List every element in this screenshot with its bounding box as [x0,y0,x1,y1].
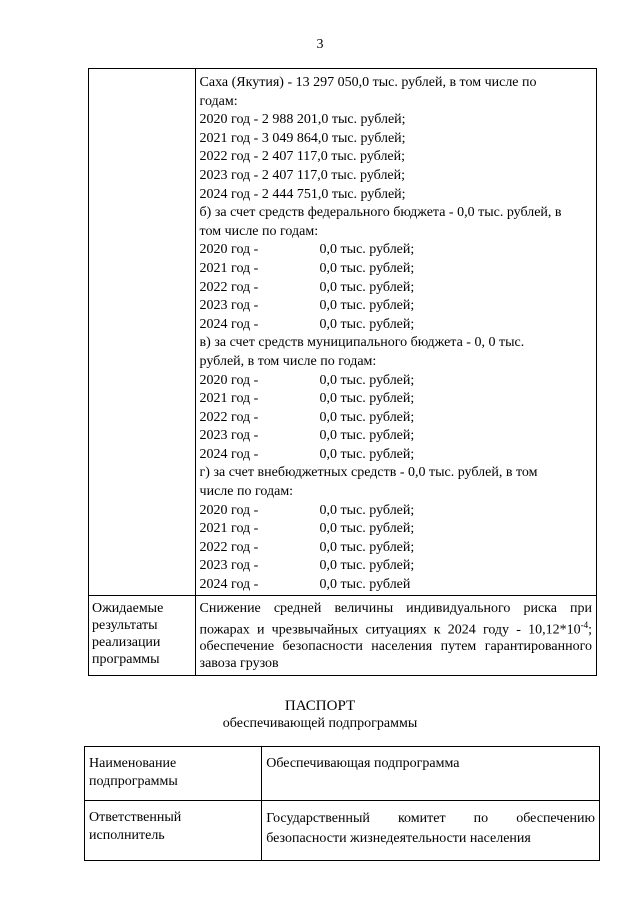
funding-amount: 0,0 тыс. рублей; [319,409,415,425]
results-text [196,596,596,676]
funding-amount: 0,0 тыс. рублей; [319,539,415,555]
passport-subtitle: обеспечивающей подпрограммы [222,716,418,731]
results-text-pre: Снижение средней величины индивидуального риска при пожарах и чрезвычайных ситуациях к 2024 году - 10,12*10 [199,600,592,638]
funding-year: 2022 год - [199,409,259,425]
funding-line [200,520,592,539]
funding-line [200,539,592,558]
funding-amount: 0,0 тыс. рублей; [319,316,415,332]
funding-line: годам: [199,93,238,109]
funding-amount: 0,0 тыс. рублей; [319,391,415,407]
subprogram-label-cell [85,747,262,801]
passport-title: ПАСПОРТ [284,698,356,714]
subprogram-name-value: Обеспечивающая подпрограмма [266,756,460,771]
funding-amount: 0,0 тыс. рублей [319,577,411,593]
funding-line: б) за счет средств федерального бюджета - 0,0 тыс. рублей, в [199,205,562,221]
funding-table [88,68,597,676]
funding-year: 2020 год - [199,242,259,258]
funding-lines [196,69,596,595]
funding-line: рублей, в том числе по годам: [199,353,377,369]
funding-year: 2023 год - [199,428,259,444]
responsible-executor-value: Государственный комитет по обеспечению безопасности жизнедеятельности населения [266,811,595,846]
subprogram-row [85,747,600,801]
funding-row [89,69,597,596]
subprogram-value-cell [262,801,600,861]
funding-amount: 0,0 тыс. рублей; [319,279,415,295]
funding-year: 2022 год - [199,539,259,555]
funding-line [200,279,592,298]
responsible-executor-label: Ответственный исполнитель [89,810,182,843]
funding-year: 2024 год - [199,577,259,593]
results-row [89,595,597,676]
funding-year: 2020 год - [199,502,259,518]
funding-line [200,260,592,279]
funding-amount: 0,0 тыс. рублей; [319,521,415,537]
funding-line: числе по годам: [199,484,294,500]
funding-amount: 0,0 тыс. рублей; [319,298,415,314]
funding-line [200,372,592,391]
funding-line [200,576,592,595]
funding-year: 2021 год - [199,260,259,276]
funding-line: 2023 год - 2 407 117,0 тыс. рублей; [199,167,406,183]
results-cell [195,595,596,676]
funding-line [200,316,592,335]
funding-cell [195,69,596,596]
funding-line: 2021 год - 3 049 864,0 тыс. рублей; [199,130,406,146]
funding-line [200,427,592,446]
funding-year: 2024 год - [199,446,259,462]
funding-year: 2023 год - [199,298,259,314]
subprogram-table [84,746,600,861]
funding-amount: 0,0 тыс. рублей; [319,446,415,462]
funding-year: 2021 год - [199,391,259,407]
funding-line: Саха (Якутия) - 13 297 050,0 тыс. рублей, в том числе по [199,75,537,90]
funding-line [200,409,592,428]
funding-line: 2024 год - 2 444 751,0 тыс. рублей; [199,186,406,202]
funding-line [200,241,592,260]
funding-line: г) за счет внебюджетных средств - 0,0 тыс. рублей, в том [199,465,538,481]
funding-amount: 0,0 тыс. рублей; [319,502,415,518]
subprogram-label-cell [85,801,262,861]
funding-line [200,502,592,521]
results-text-post: ; обеспечение безопасности населения путем гарантированного завоза грузов [199,622,592,672]
funding-line: в) за счет средств муниципального бюджета - 0, 0 тыс. [199,335,525,351]
funding-year: 2022 год - [199,279,259,295]
funding-amount: 0,0 тыс. рублей; [319,260,415,276]
funding-line: 2020 год - 2 988 201,0 тыс. рублей; [199,112,406,128]
results-label-cell [89,595,196,676]
funding-year: 2024 год - [199,316,259,332]
funding-line: 2022 год - 2 407 117,0 тыс. рублей; [199,149,406,165]
subprogram-row [85,801,600,861]
funding-line [200,390,592,409]
funding-year: 2023 год - [199,558,259,574]
funding-year: 2021 год - [199,521,259,537]
page-number: 3 [316,37,324,52]
funding-label-cell [89,69,196,596]
results-exponent: -4 [580,619,589,630]
funding-year: 2020 год - [199,372,259,388]
subprogram-name-label: Наименование подпрограммы [89,756,178,789]
funding-amount: 0,0 тыс. рублей; [319,558,415,574]
funding-line [200,297,592,316]
results-label: Ожидаемые результаты реализации программы [92,600,164,667]
subprogram-value-cell [262,747,600,801]
funding-amount: 0,0 тыс. рублей; [319,242,415,258]
funding-line [200,446,592,465]
funding-amount: 0,0 тыс. рублей; [319,372,415,388]
funding-line [200,557,592,576]
funding-amount: 0,0 тыс. рублей; [319,428,415,444]
funding-line: том числе по годам: [199,223,319,239]
passport-heading [0,697,640,733]
